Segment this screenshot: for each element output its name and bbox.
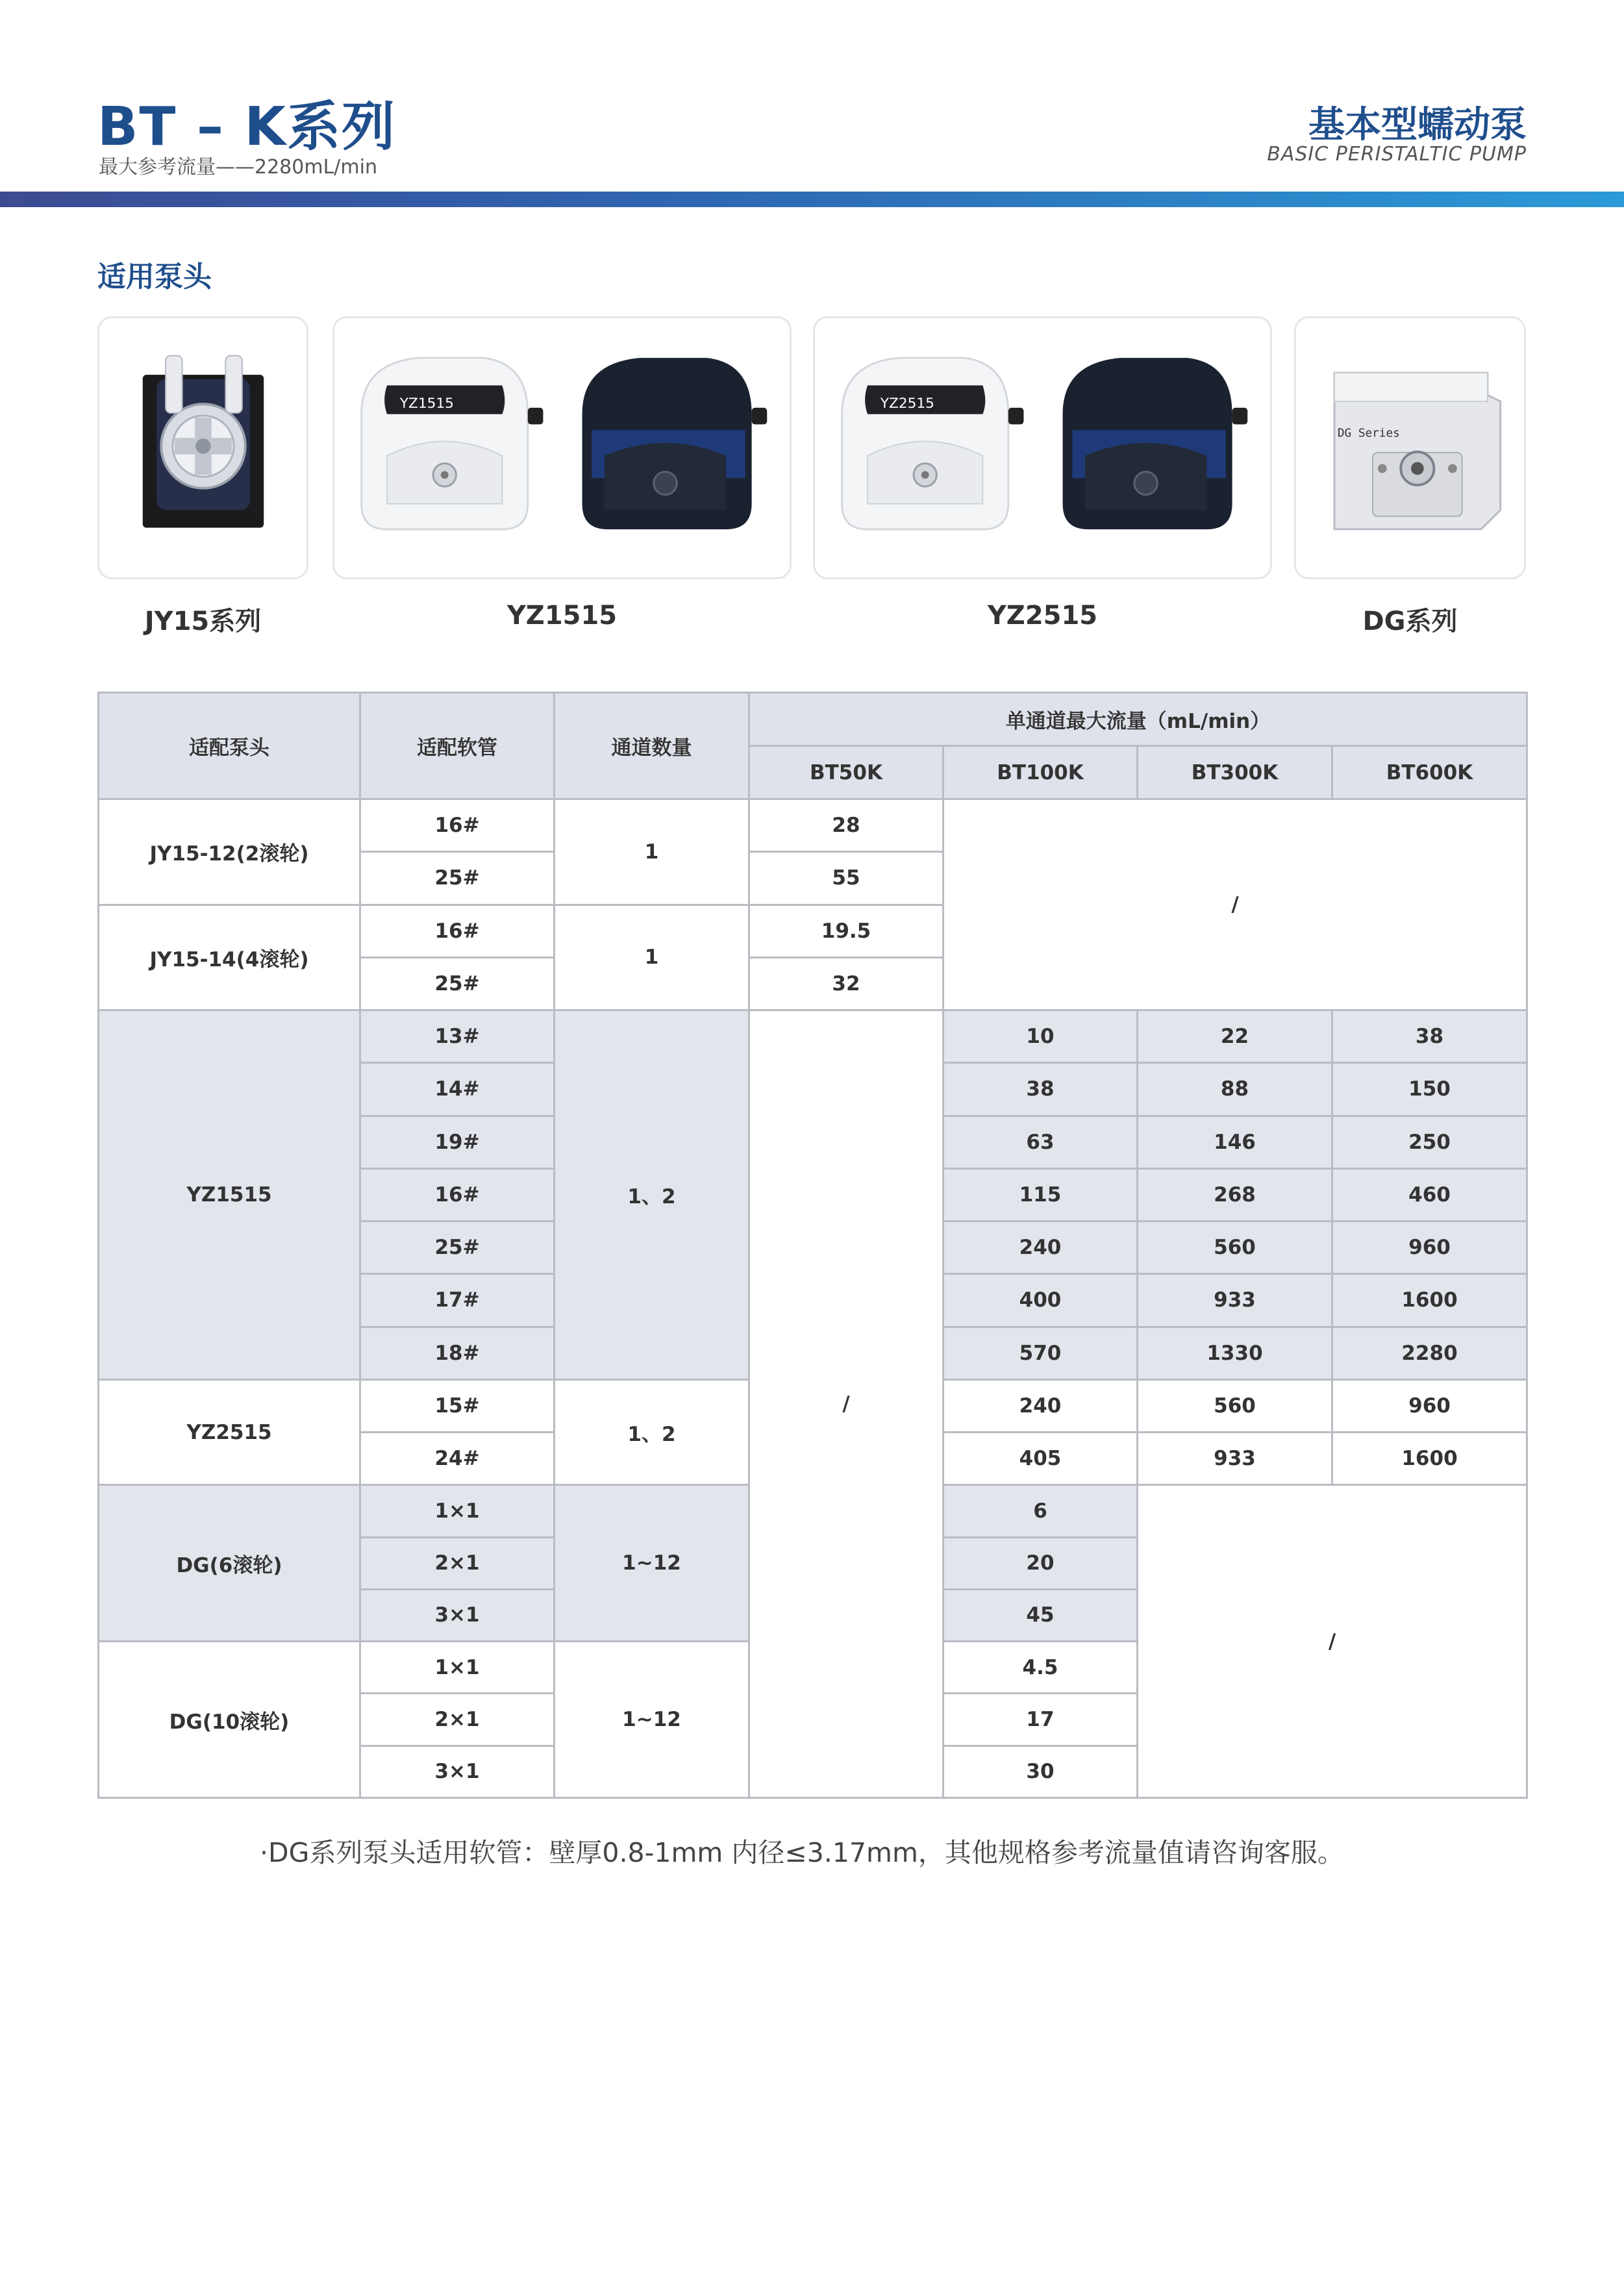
series-subtitle: 最大参考流量——2280mL/min xyxy=(99,156,377,179)
group-name-cell: YZ1515 xyxy=(99,1010,360,1380)
flow-cell: 1330 xyxy=(1138,1327,1332,1379)
series-title: BT – K系列 xyxy=(97,96,397,158)
flow-cell: 88 xyxy=(1138,1063,1332,1116)
product-label-jy15: JY15系列 xyxy=(144,607,262,636)
flow-cell: 1600 xyxy=(1332,1274,1527,1327)
tube-cell: 1×1 xyxy=(360,1642,555,1694)
tube-cell: 13# xyxy=(360,1010,555,1063)
category-title: 基本型蠕动泵 xyxy=(1308,104,1527,146)
tube-cell: 25# xyxy=(360,852,555,905)
tube-cell: 2×1 xyxy=(360,1694,555,1746)
product-card-dg xyxy=(1294,316,1526,579)
group-name-cell: JY15-12(2滚轮) xyxy=(99,799,360,905)
flow-cell: 460 xyxy=(1332,1168,1527,1221)
tube-cell: 18# xyxy=(360,1327,555,1379)
header-bt100k: BT100K xyxy=(943,746,1138,799)
yz2515-printed-label: YZ2515 xyxy=(880,395,934,412)
channels-cell: 1~12 xyxy=(555,1642,749,1798)
flow-cell: 17 xyxy=(943,1694,1138,1746)
header-channels: 通道数量 xyxy=(555,693,749,799)
flow-cell: 250 xyxy=(1332,1116,1527,1168)
flow-cell: 240 xyxy=(943,1379,1138,1432)
flow-cell: 560 xyxy=(1138,1221,1332,1274)
tube-cell: 2×1 xyxy=(360,1537,555,1589)
flow-cell: 32 xyxy=(749,957,943,1010)
flow-cell: 570 xyxy=(943,1327,1138,1379)
header-gradient-bar xyxy=(0,192,1624,207)
flow-cell: 2280 xyxy=(1332,1327,1527,1379)
not-applicable-cell: / xyxy=(943,799,1527,1010)
not-applicable-cell: / xyxy=(1138,1485,1527,1798)
flow-cell: 115 xyxy=(943,1168,1138,1221)
flow-cell: 933 xyxy=(1138,1433,1332,1485)
not-applicable-cell: / xyxy=(749,1010,943,1798)
tube-cell: 24# xyxy=(360,1433,555,1485)
channels-cell: 1、2 xyxy=(555,1379,749,1485)
header-tubing: 适配软管 xyxy=(360,693,555,799)
channels-cell: 1 xyxy=(555,799,749,905)
yz2515-pump-illustration xyxy=(815,318,1270,577)
flow-cell: 4.5 xyxy=(943,1642,1138,1694)
flow-cell: 6 xyxy=(943,1485,1138,1537)
flow-cell: 268 xyxy=(1138,1168,1332,1221)
flow-cell: 20 xyxy=(943,1537,1138,1589)
flow-cell: 45 xyxy=(943,1589,1138,1641)
flow-cell: 55 xyxy=(749,852,943,905)
tube-cell: 3×1 xyxy=(360,1746,555,1798)
category-subtitle: BASIC PERISTALTIC PUMP xyxy=(1267,143,1527,166)
product-card-yz2515 xyxy=(813,316,1272,579)
channels-cell: 1、2 xyxy=(555,1010,749,1380)
flow-cell: 150 xyxy=(1332,1063,1527,1116)
header-bt300k: BT300K xyxy=(1138,746,1332,799)
tube-cell: 1×1 xyxy=(360,1485,555,1537)
dg-printed-label: DG Series xyxy=(1337,427,1400,440)
tube-cell: 25# xyxy=(360,957,555,1010)
flow-cell: 960 xyxy=(1332,1379,1527,1432)
tube-cell: 3×1 xyxy=(360,1589,555,1641)
flow-cell: 960 xyxy=(1332,1221,1527,1274)
group-name-cell: DG(6滚轮) xyxy=(99,1485,360,1642)
flow-cell: 19.5 xyxy=(749,905,943,957)
tube-cell: 16# xyxy=(360,905,555,957)
flow-cell: 63 xyxy=(943,1116,1138,1168)
product-card-yz1515 xyxy=(332,316,792,579)
flow-cell: 38 xyxy=(943,1063,1138,1116)
flow-cell: 146 xyxy=(1138,1116,1332,1168)
yz1515-pump-illustration xyxy=(334,318,790,577)
tube-cell: 16# xyxy=(360,1168,555,1221)
flow-cell: 22 xyxy=(1138,1010,1332,1063)
tube-cell: 15# xyxy=(360,1379,555,1432)
product-card-jy15 xyxy=(97,316,308,579)
header-pump-head: 适配泵头 xyxy=(99,693,360,799)
section-title: 适用泵头 xyxy=(97,260,212,294)
jy15-pump-illustration xyxy=(99,318,306,577)
flow-cell: 560 xyxy=(1138,1379,1332,1432)
flow-cell: 405 xyxy=(943,1433,1138,1485)
dg-pump-illustration xyxy=(1296,318,1524,577)
header-max-flow: 单通道最大流量（mL/min） xyxy=(749,693,1527,746)
tube-cell: 14# xyxy=(360,1063,555,1116)
flow-cell: 10 xyxy=(943,1010,1138,1063)
group-name-cell: YZ2515 xyxy=(99,1379,360,1485)
tube-cell: 16# xyxy=(360,799,555,852)
tube-cell: 19# xyxy=(360,1116,555,1168)
channels-cell: 1~12 xyxy=(555,1485,749,1642)
group-name-cell: JY15-14(4滚轮) xyxy=(99,905,360,1010)
product-label-dg: DG系列 xyxy=(1362,607,1458,636)
flow-cell: 400 xyxy=(943,1274,1138,1327)
flow-spec-table xyxy=(97,692,1528,1799)
flow-cell: 1600 xyxy=(1332,1433,1527,1485)
flow-cell: 38 xyxy=(1332,1010,1527,1063)
product-label-yz1515: YZ1515 xyxy=(506,601,618,631)
header-bt600k: BT600K xyxy=(1332,746,1527,799)
footnote: ·DG系列泵头适用软管：壁厚0.8-1mm 内径≤3.17mm，其他规格参考流量值请咨询客服。 xyxy=(260,1837,1344,1868)
flow-cell: 30 xyxy=(943,1746,1138,1798)
channels-cell: 1 xyxy=(555,905,749,1010)
flow-cell: 28 xyxy=(749,799,943,852)
product-label-yz2515: YZ2515 xyxy=(987,601,1098,631)
flow-cell: 240 xyxy=(943,1221,1138,1274)
group-name-cell: DG(10滚轮) xyxy=(99,1642,360,1798)
header-bt50k: BT50K xyxy=(749,746,943,799)
tube-cell: 25# xyxy=(360,1221,555,1274)
yz1515-printed-label: YZ1515 xyxy=(399,395,454,412)
tube-cell: 17# xyxy=(360,1274,555,1327)
flow-cell: 933 xyxy=(1138,1274,1332,1327)
